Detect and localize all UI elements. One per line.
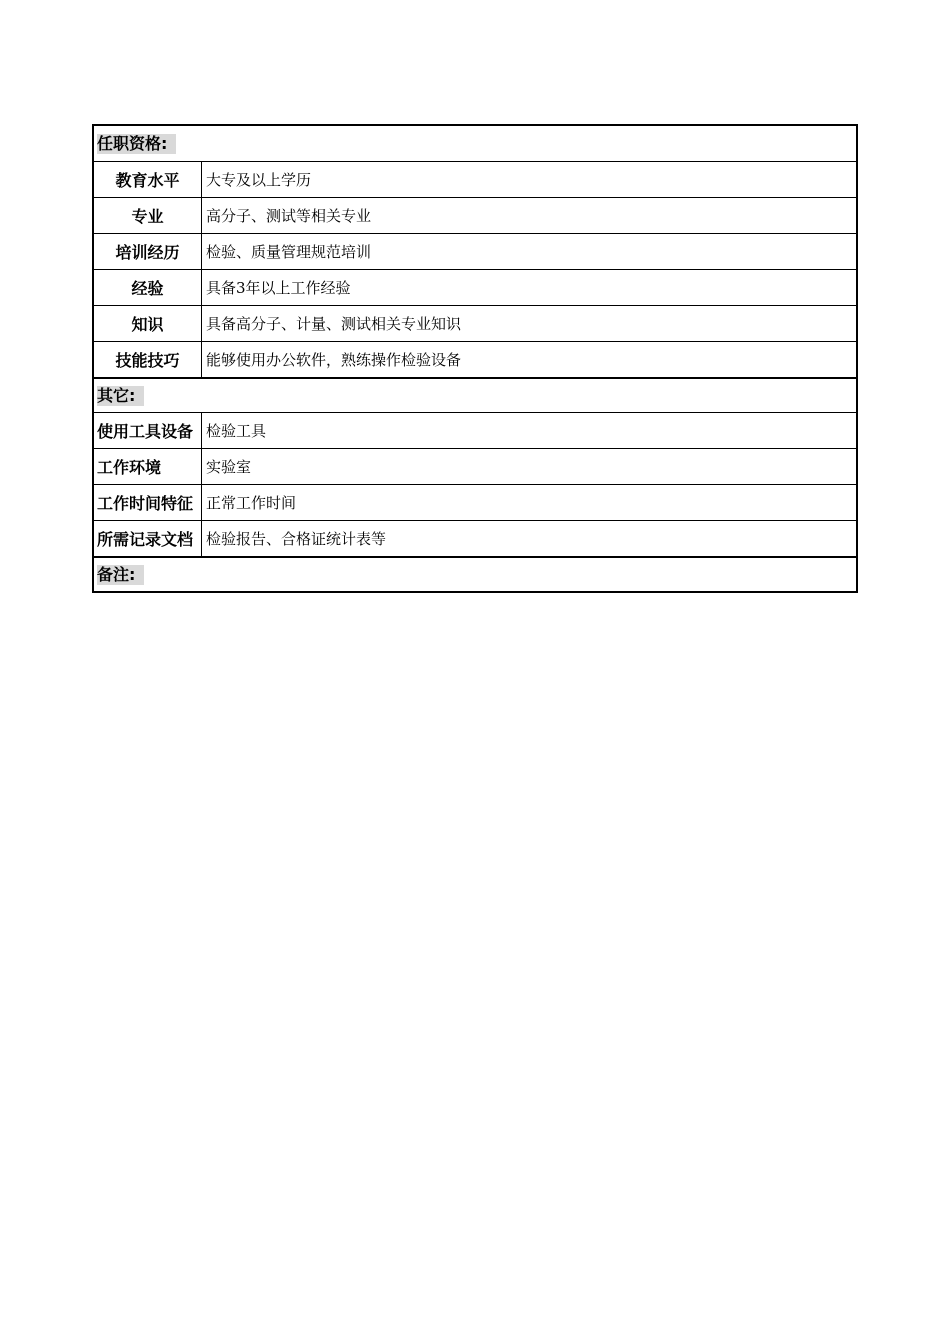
- training-label: 培训经历: [94, 234, 202, 269]
- table-row-training: [94, 233, 856, 269]
- table-row-documents: [94, 520, 856, 556]
- tools-label: 使用工具设备: [94, 413, 202, 448]
- remarks-title: 备注:: [97, 565, 144, 585]
- work-hours-label: 工作时间特征: [94, 485, 202, 520]
- environment-value: 实验室: [206, 458, 252, 476]
- skills-value: 能够使用办公软件，熟练操作检验设备: [206, 351, 462, 369]
- tools-value: 检验工具: [206, 422, 267, 440]
- other-section-header: [94, 377, 856, 412]
- training-value: 检验、质量管理规范培训: [206, 243, 372, 261]
- remarks-section-header: [94, 556, 856, 591]
- table-row-experience: [94, 269, 856, 305]
- other-title: 其它:: [97, 386, 144, 406]
- environment-label: 工作环境: [94, 449, 202, 484]
- knowledge-label: 知识: [94, 306, 202, 341]
- work-hours-value: 正常工作时间: [206, 494, 297, 512]
- table-row-knowledge: [94, 305, 856, 341]
- table-row-skills: [94, 341, 856, 377]
- table-row-work-hours: [94, 484, 856, 520]
- education-value: 大专及以上学历: [206, 171, 312, 189]
- skills-label: 技能技巧: [94, 342, 202, 377]
- knowledge-value: 具备高分子、计量、测试相关专业知识: [206, 315, 462, 333]
- table-row-education: [94, 161, 856, 197]
- documents-label: 所需记录文档: [94, 521, 202, 556]
- qualifications-section-header: [94, 126, 856, 161]
- experience-value: 具备3年以上工作经验: [206, 279, 351, 297]
- experience-label: 经验: [94, 270, 202, 305]
- table-row-tools: [94, 412, 856, 448]
- documents-value: 检验报告、合格证统计表等: [206, 530, 387, 548]
- major-value: 高分子、测试等相关专业: [206, 207, 372, 225]
- education-label: 教育水平: [94, 162, 202, 197]
- major-label: 专业: [94, 198, 202, 233]
- qualifications-title: 任职资格:: [97, 134, 176, 154]
- table-row-environment: [94, 448, 856, 484]
- job-qualification-table: [92, 124, 858, 593]
- table-row-major: [94, 197, 856, 233]
